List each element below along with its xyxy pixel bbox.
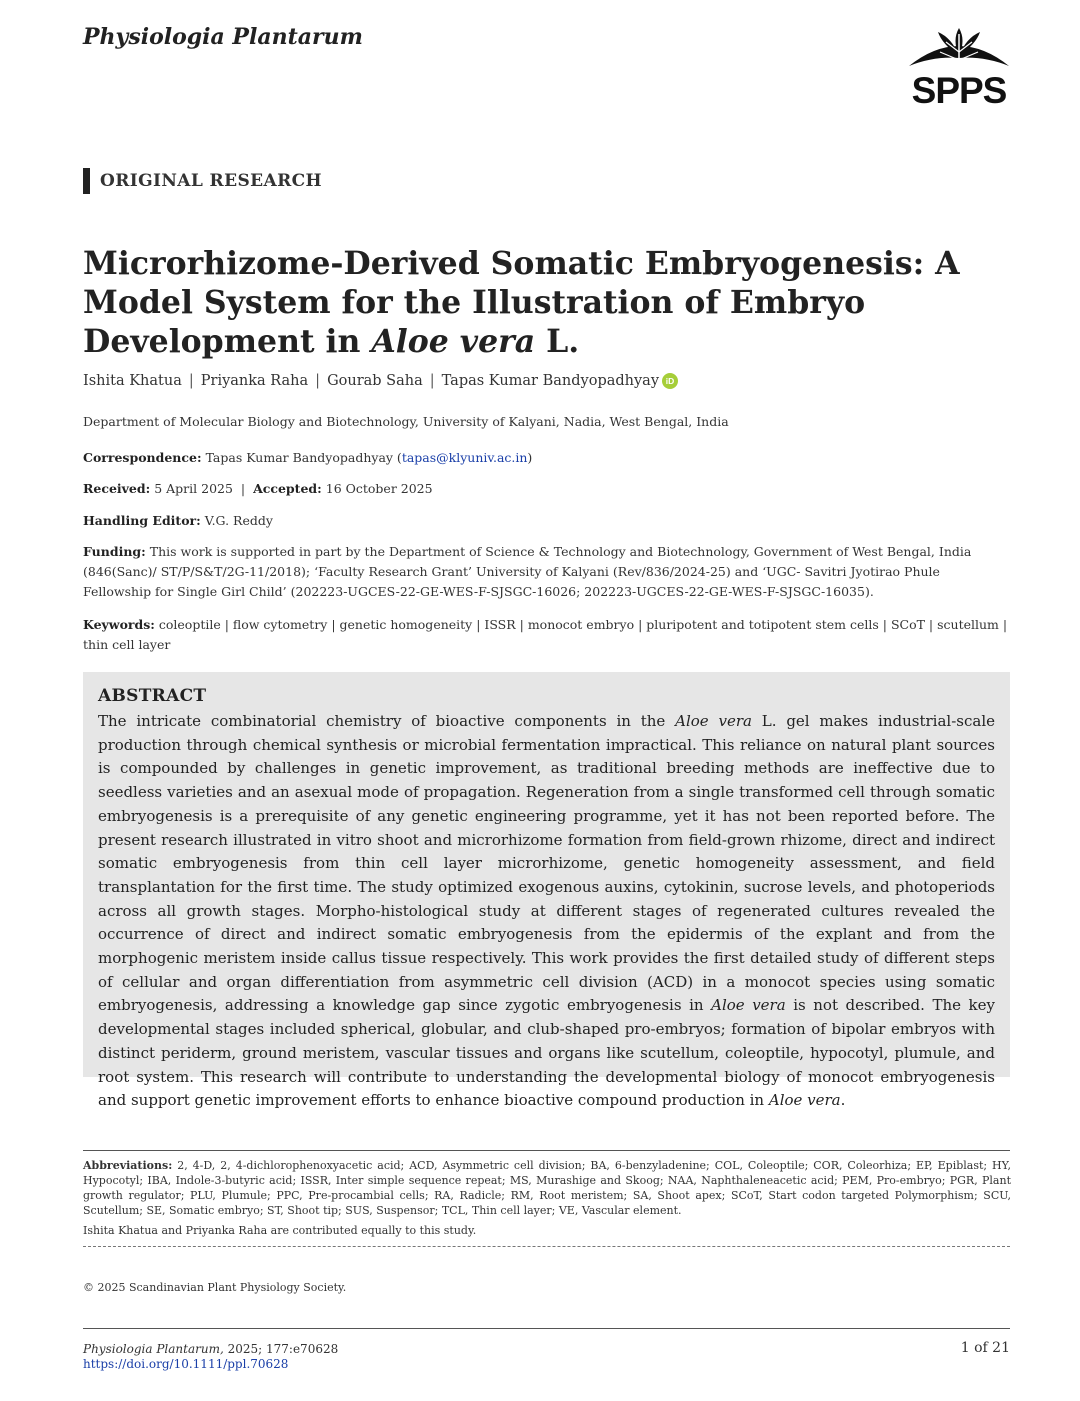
correspondence-name: Tapas Kumar Bandyopadhyay ( bbox=[205, 450, 402, 465]
citation bbox=[83, 1342, 338, 1372]
keywords-text: coleoptile | flow cytometry | genetic homogeneity | ISSR | monocot embryo | pluripotent and totipotent stem cells | SCoT | scutellum | thin cell layer bbox=[83, 617, 1008, 652]
footnote-divider bbox=[83, 1150, 1010, 1151]
spps-logo bbox=[904, 26, 1014, 110]
editor-name: V.G. Reddy bbox=[204, 513, 273, 528]
accepted-label: Accepted: bbox=[253, 481, 322, 496]
article-title bbox=[83, 244, 1003, 361]
author-name[interactable]: Priyanka Raha bbox=[200, 373, 309, 389]
correspondence-label: Correspondence: bbox=[83, 450, 202, 465]
handling-editor bbox=[83, 511, 273, 531]
author-separator: | bbox=[315, 373, 321, 389]
abstract-segment: . bbox=[840, 1091, 846, 1110]
abstract-segment: The intricate combinatorial chemistry of bioactive components in the bbox=[98, 712, 676, 730]
species-name: Aloe vera bbox=[675, 712, 752, 730]
author-separator: | bbox=[429, 373, 435, 389]
species-name: Aloe vera bbox=[711, 996, 786, 1015]
abbreviations bbox=[83, 1158, 1011, 1218]
species-name: Aloe vera bbox=[768, 1091, 841, 1110]
author-separator: | bbox=[188, 373, 194, 389]
author-list bbox=[83, 373, 678, 389]
dashed-divider bbox=[83, 1246, 1010, 1247]
author-name[interactable]: Ishita Khatua bbox=[83, 373, 182, 389]
funding bbox=[83, 542, 1011, 602]
title-species: Aloe vera bbox=[371, 323, 536, 360]
dates-separator: | bbox=[240, 481, 246, 496]
affiliation: Department of Molecular Biology and Biotechnology, University of Kalyani, Nadia, West Bengal, India bbox=[83, 414, 729, 429]
abstract-text bbox=[98, 710, 995, 1113]
correspondence-email-link[interactable]: tapas@klyuniv.ac.in bbox=[401, 450, 528, 465]
editor-label: Handling Editor: bbox=[83, 513, 201, 528]
keywords bbox=[83, 615, 1011, 655]
received-date: 5 April 2025 bbox=[154, 481, 233, 496]
author-name[interactable]: Tapas Kumar Bandyopadhyay bbox=[441, 373, 660, 389]
abstract-segment: L. gel makes industrial-scale production through chemical synthesis or microbial fermentation impractical. This reliance on natural plant sources is compounded by challenges in genetic improvement, as traditional breeding methods are ineffective due to seedless varieties and an asexual mode of propagation. Regeneration from a single transformed cell through somatic embryogenesis is a prerequisite of any genetic engineering programme, yet it has not been reported before. The present research illustrated in vitro shoot and microrhizome formation from field-grown rhizome, direct and indirect somatic embryogenesis from thin cell layer microrhizome, genetic homogeneity assessment, and field transplantation for the first time. The study optimized exogenous auxins, cytokinin, sucrose levels, and photoperiods across all growth stages. Morpho-histological study at different stages of regenerated cultures revealed the occurrence of direct and indirect somatic embryogenesis from the epidermis of the explant and from the morphogenic meristem inside callus tissue respectively. This work provides the first detailed study of different steps of cellular and organ differentiation from asymmetric cell division (ACD) in a monocot species using somatic embryogenesis, addressing a knowledge gap since zygotic embryogenesis in bbox=[98, 712, 995, 1015]
correspondence-close: ) bbox=[527, 450, 533, 465]
accepted-date: 16 October 2025 bbox=[325, 481, 433, 496]
funding-label: Funding: bbox=[83, 544, 146, 559]
correspondence bbox=[83, 448, 532, 468]
page-number: 1 of 21 bbox=[960, 1340, 1010, 1356]
abstract-segment: is not described. The key developmental stages included spherical, globular, and club-shaped pro-embryos; formation of bipolar embryos with distinct periderm, ground meristem, vascular tissues and organs like scutellum, coleoptile, hypocotyl, plumule, and root system. This research will contribute to understanding the developmental biology of monocot embryogenesis and support genetic improvement efforts to enhance bioactive compound production in bbox=[98, 996, 995, 1110]
received-label: Received: bbox=[83, 481, 151, 496]
author-name[interactable]: Gourab Saha bbox=[327, 373, 423, 389]
title-main: Microrhizome-Derived Somatic Embryogenesis: A Model System for the Illustration of Embryo Development in bbox=[83, 245, 960, 360]
keywords-label: Keywords: bbox=[83, 617, 155, 632]
article-dates bbox=[83, 479, 433, 499]
article-section-label: ORIGINAL RESEARCH bbox=[100, 171, 322, 191]
citation-details: 2025; 177:e70628 bbox=[223, 1342, 339, 1356]
funding-text: This work is supported in part by the Department of Science & Technology and Biotechnology, Government of West Bengal, India (846(Sanc)/ ST/P/S&T/2G-11/2018); ‘Faculty Research Grant’ University of Kalyani (Rev/836/2024-25) and ‘UGC- Savitri Jyotirao Phule Fellowship for Single Girl Child’ (202223-UGCES-22-GE-WES-F-SJSGC-16026; 202223-UGCES-22-GE-WES-F-SJSGC-16035). bbox=[83, 544, 972, 599]
journal-name: Physiologia Plantarum bbox=[83, 24, 363, 50]
copyright: © 2025 Scandinavian Plant Physiology Society. bbox=[83, 1281, 347, 1294]
contribution-note: Ishita Khatua and Priyanka Raha are contributed equally to this study. bbox=[83, 1224, 477, 1237]
title-suffix: L. bbox=[535, 323, 580, 360]
citation-journal: Physiologia Plantarum, bbox=[83, 1342, 224, 1356]
logo-text: SPPS bbox=[911, 70, 1007, 111]
abbreviations-label: Abbreviations: bbox=[83, 1159, 173, 1172]
orcid-icon[interactable]: iD bbox=[662, 373, 678, 389]
doi-link[interactable]: https://doi.org/10.1111/ppl.70628 bbox=[83, 1357, 289, 1371]
abbreviations-text: 2, 4-D, 2, 4-dichlorophenoxyacetic acid; ACD, Asymmetric cell division; BA, 6-benzyladenine; COL, Coleoptile; COR, Coleorhiza; EP, Epiblast; HY, Hypocotyl; IBA, Indole-3-butyric acid; ISSR, Inter simple sequence repeat; MS, Murashige and Skoog; NAA, Naphthaleneacetic acid; PEM, Pro-embryo; PGR, Plant growth regulator; PLU, Plumule; PPC, Pre-procambial cells; RA, Radicle; RM, Root meristem; SA, Shoot apex; SCoT, Start codon targeted Polymorphism; SCU, Scutellum; SE, Somatic embryo; ST, Shoot tip; SUS, Suspensor; TCL, Thin cell layer; VE, Vascular element. bbox=[83, 1159, 1011, 1217]
section-marker bbox=[83, 168, 90, 194]
footer-divider bbox=[83, 1328, 1010, 1329]
leaf-emblem-icon bbox=[904, 26, 1014, 74]
abstract-heading: ABSTRACT bbox=[98, 686, 207, 706]
